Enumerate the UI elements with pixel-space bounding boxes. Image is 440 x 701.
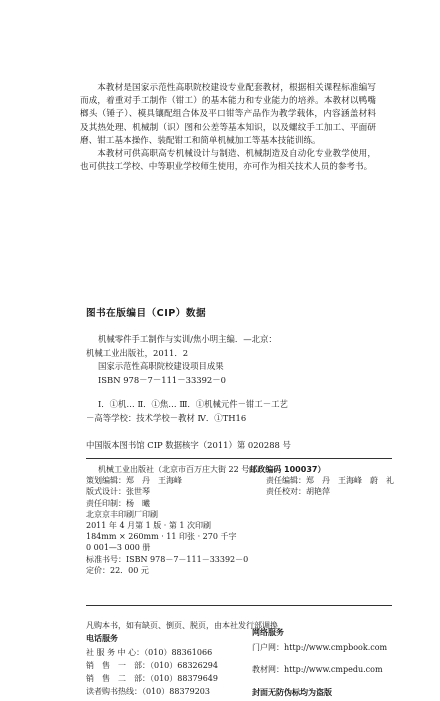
postal-code: 邮政编码 100037） xyxy=(249,465,326,474)
portal-url[interactable]: 门户网：http://www.cmpbook.com xyxy=(252,642,388,652)
phone-line: 社 服 务 中 心：（010）88361066 xyxy=(86,647,213,657)
abstract-paragraph: 本教材可供高职高专机械设计与制造、机械制造及自动化专业教学使用，也可供技工学校、中等职业学校师生使用，亦可作为相关技术人员的参考书。 xyxy=(80,149,376,173)
phone-line: 读者购书热线：（010）88379203 xyxy=(86,687,210,697)
web-service-heading: 网络服务 xyxy=(252,628,284,637)
publishing-info xyxy=(86,464,396,576)
planning-editor: 策划编辑：郑 丹 王海峰 xyxy=(86,476,182,486)
cip-line: 国家示范性高职院校建设项目成果 xyxy=(98,361,224,371)
phone-line: 销 售 一 部：（010）68326294 xyxy=(86,660,218,670)
book-abstract xyxy=(80,82,376,174)
cip-heading: 图书在版编目（CIP）数据 xyxy=(86,308,207,319)
anti-counterfeit-note: 封面无防伪标均为盗版 xyxy=(252,687,332,697)
divider-line xyxy=(86,458,392,459)
responsible-editor: 责任编辑：郑 丹 王海峰 蔚 礼 xyxy=(266,476,394,486)
proofreader: 责任校对：胡艳萍 xyxy=(266,487,330,497)
print-supervisor: 责任印制：杨 曦 xyxy=(86,498,150,508)
textbook-url[interactable]: 教材网：http://www.cmpedu.com xyxy=(252,665,383,675)
cip-line: ISBN 978－7－111－33392－0 xyxy=(98,374,226,385)
publisher-address: 机械工业出版社（北京市百万庄大街 22 号 xyxy=(98,465,250,474)
isbn: 标准书号：ISBN 978－7－111－33392－0 xyxy=(86,554,249,564)
print-run: 0 001—3 000 册 xyxy=(86,543,151,553)
return-notice: 凡购本书，如有缺页、倒页、脱页，由本社发行部调换 xyxy=(86,621,278,630)
price: 定价：22．00 元 xyxy=(86,565,149,575)
abstract-paragraph: 本教材是国家示范性高职院校建设专业配套教材，根据相关课程标准编写而成，着重对手工制作（钳工）的基本能力和专业能力的培养。本教材以鸭嘴榔头（锤子）、模具镶配组合体及平口钳等产品作为教学载体，内容涵盖材料及其热处理、机械制（识）图和公差等基本知识，以及螺纹手工加工、平面研磨、钳工基本操作、装配钳工和简单机械加工等基本技能训练。 xyxy=(80,83,376,146)
format-info: 184mm × 260mm · 11 印张 · 270 千字 xyxy=(86,532,237,542)
printer: 北京京丰印刷厂印刷 xyxy=(86,509,158,519)
edition-info: 2011 年 4 月第 1 版 · 第 1 次印刷 xyxy=(86,521,212,531)
phone-service-heading: 电话服务 xyxy=(86,634,118,644)
cip-line: 机械零件手工制作与实训/焦小明主编．—北京： xyxy=(98,334,277,344)
cip-line: Ⅰ．①机… Ⅱ．①焦… Ⅲ．①机械元件－钳工－工艺 xyxy=(98,399,288,409)
cip-record xyxy=(86,333,386,425)
cip-data-number: 中国版本图书馆 CIP 数据核字（2011）第 020288 号 xyxy=(86,440,291,450)
cip-line: －高等学校：技术学校－教材 Ⅳ．①TH16 xyxy=(86,412,247,423)
cip-line: 机械工业出版社，2011．2 xyxy=(86,347,189,358)
phone-line: 销 售 二 部：（010）88379649 xyxy=(86,674,218,684)
divider-line xyxy=(86,605,392,606)
layout-designer: 版式设计：张世琴 xyxy=(86,487,150,497)
web-service xyxy=(252,623,412,699)
